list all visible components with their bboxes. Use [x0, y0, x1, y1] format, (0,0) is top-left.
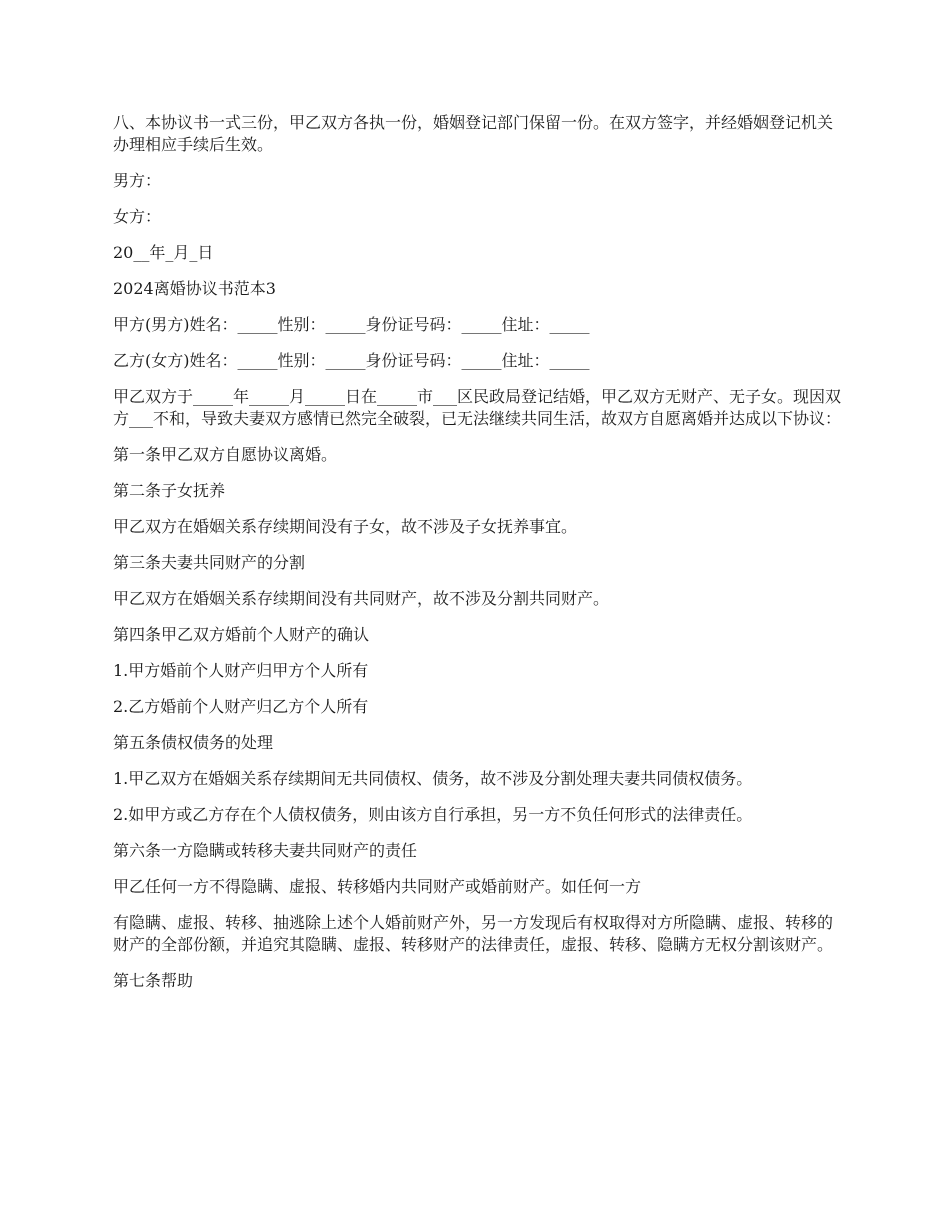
date-line: 20__年_月_日 — [113, 243, 214, 262]
article-five-heading: 第五条债权债务的处理 — [113, 733, 274, 752]
article-four-item-2: 2.乙方婚前个人财产归乙方个人所有 — [113, 697, 369, 716]
article-five-item-1: 1.甲乙双方在婚姻关系存续期间无共同债权、债务，故不涉及分割处理夫妻共同债权债务。 — [113, 769, 753, 788]
article-six-body-2: 有隐瞒、虚报、转移、抽逃除上述个人婚前财产外，另一方发现后有权取得对方所隐瞒、虚报、转移的财产的全部份额，并追究其隐瞒、虚报、转移财产的法律责任，虚报、转移、隐瞒方无权分割该财产。 — [113, 913, 834, 954]
article-one: 第一条甲乙双方自愿协议离婚。 — [113, 445, 338, 464]
document-page — [113, 112, 843, 1006]
party-a-info: 甲方(男方)姓名：_____性别：_____身份证号码：_____住址：_____ — [113, 315, 590, 334]
article-four-heading: 第四条甲乙双方婚前个人财产的确认 — [113, 625, 370, 644]
article-six-heading: 第六条一方隐瞒或转移夫妻共同财产的责任 — [113, 841, 418, 860]
article-six-body-1: 甲乙任何一方不得隐瞒、虚报、转移婚内共同财产或婚前财产。如任何一方 — [113, 877, 642, 896]
signature-male: 男方： — [113, 171, 162, 190]
party-b-info: 乙方(女方)姓名：_____性别：_____身份证号码：_____住址：_____ — [113, 351, 590, 370]
article-two-heading: 第二条子女抚养 — [113, 481, 226, 500]
clause-eight-copies: 八、本协议书一式三份，甲乙双方各执一份，婚姻登记部门保留一份。在双方签字，并经婚姻登记机关办理相应手续后生效。 — [113, 113, 834, 154]
article-three-heading: 第三条夫妻共同财产的分割 — [113, 553, 306, 572]
article-four-item-1: 1.甲方婚前个人财产归甲方个人所有 — [113, 661, 369, 680]
signature-female: 女方： — [113, 207, 162, 226]
article-seven-heading: 第七条帮助 — [113, 971, 194, 990]
template-title: 2024离婚协议书范本3 — [113, 279, 276, 298]
article-two-body: 甲乙双方在婚姻关系存续期间没有子女，故不涉及子女抚养事宜。 — [113, 517, 578, 536]
article-three-body: 甲乙双方在婚姻关系存续期间没有共同财产，故不涉及分割共同财产。 — [113, 589, 610, 608]
article-five-item-2: 2.如甲方或乙方存在个人债权债务，则由该方自行承担，另一方不负任何形式的法律责任。 — [113, 805, 753, 824]
preamble: 甲乙双方于_____年_____月_____日在_____市___区民政局登记结婚，甲乙双方无财产、无子女。现因双方___不和，导致夫妻双方感情已然完全破裂，已无法继续共同生活，故双方自愿离婚并达成以下协议： — [113, 387, 842, 428]
